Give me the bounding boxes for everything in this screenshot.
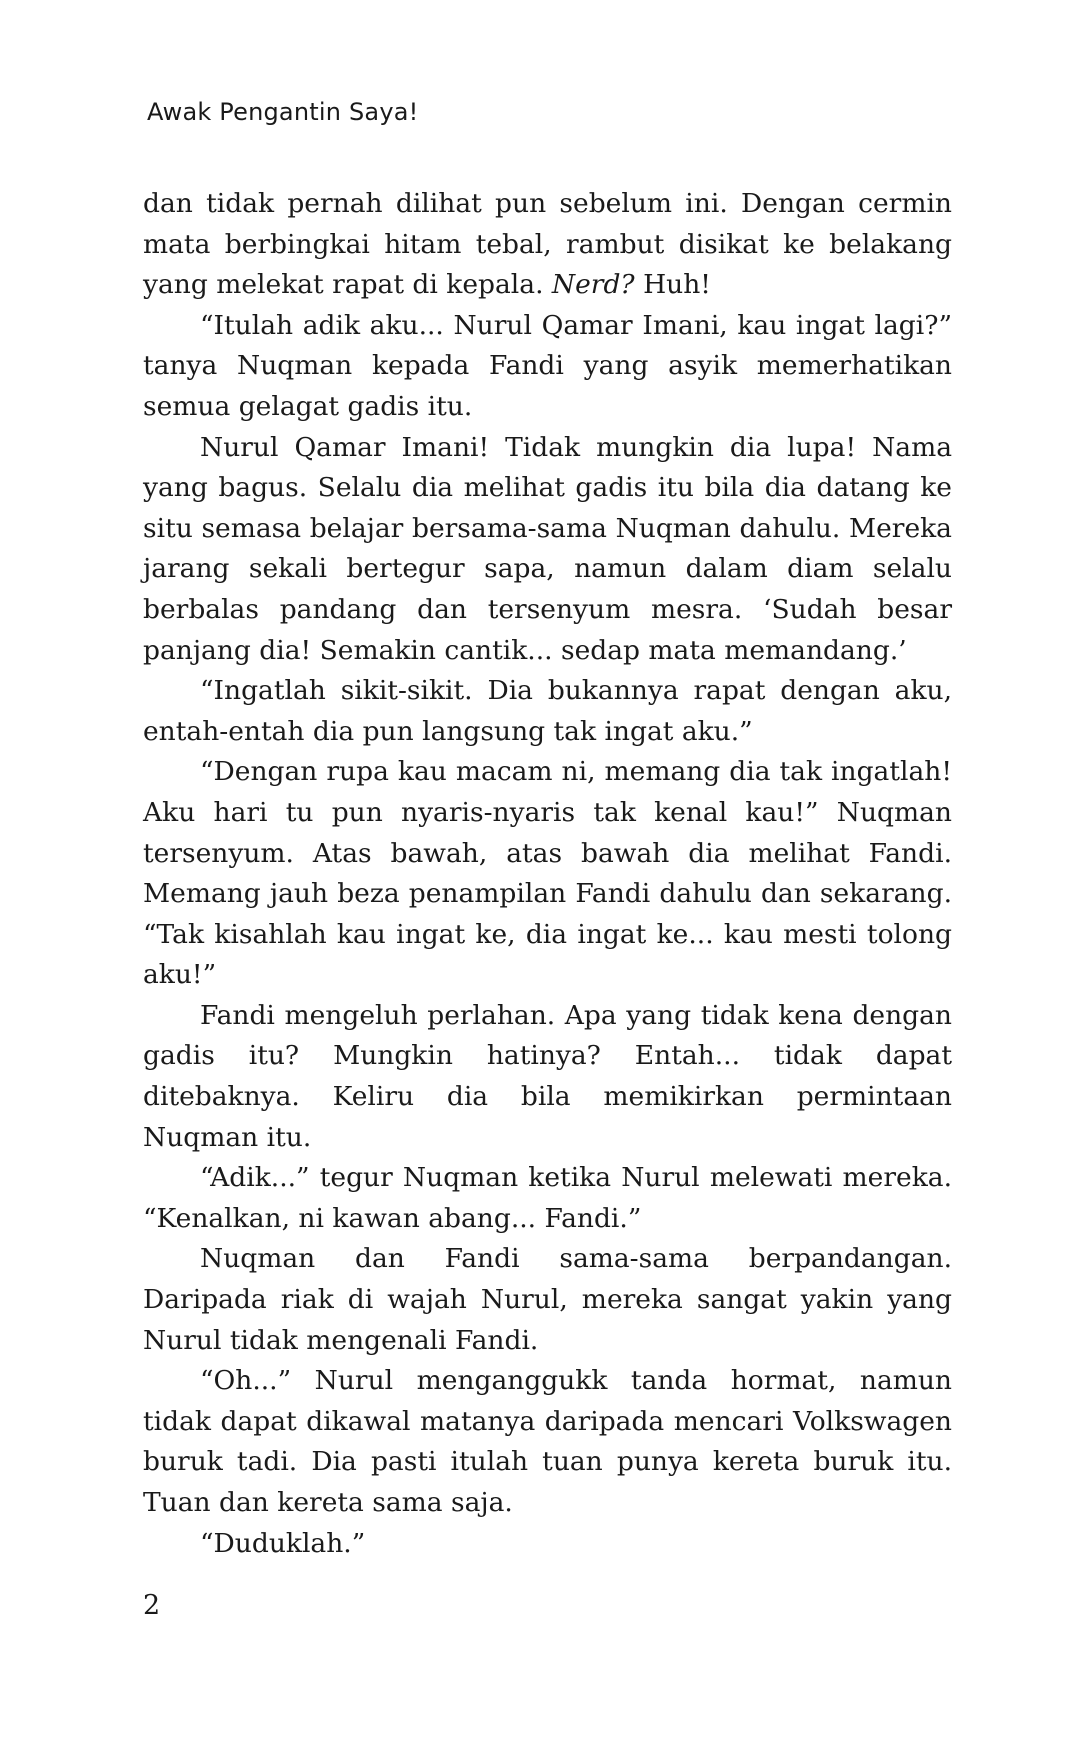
italic-word: Nerd? [551, 269, 635, 301]
page-number: 2 [143, 1590, 161, 1621]
paragraph-8: Nuqman dan Fandi sama-sama berpandangan. Daripada riak di wajah Nurul, mereka sangat yakin yang Nurul tidak mengenali Fandi. [143, 1243, 952, 1356]
paragraph-4: “Ingatlah sikit-sikit. Dia bukannya rapat dengan aku, entah-entah dia pun langsung tak ingat aku.” [143, 675, 952, 747]
paragraph-1: dan tidak pernah dilihat pun sebelum ini. Dengan cermin mata berbingkai hitam tebal, rambut disikat ke belakang yang melekat rapat di kepala. Nerd? Huh! [143, 188, 952, 301]
paragraph-7: “Adik...” tegur Nuqman ketika Nurul melewati mereka. “Kenalkan, ni kawan abang... Fandi.” [143, 1162, 952, 1234]
paragraph-3: Nurul Qamar Imani! Tidak mungkin dia lupa! Nama yang bagus. Selalu dia melihat gadis itu bila dia datang ke situ semasa belajar bersama-sama Nuqman dahulu. Mereka jarang sekali bertegur sapa, namun dalam diam selalu berbalas pandang dan tersenyum mesra. ‘Sudah besar panjang dia! Semakin cantik... sedap mata memandang.’ [143, 431, 952, 666]
paragraph-6: Fandi mengeluh perlahan. Apa yang tidak kena dengan gadis itu? Mungkin hatinya? Entah... tidak dapat ditebaknya. Keliru dia bila memikirkan permintaan Nuqman itu. [143, 999, 952, 1153]
paragraph-9: “Oh...” Nurul menganggukk tanda hormat, namun tidak dapat dikawal matanya daripada mencari Volkswagen buruk tadi. Dia pasti itulah tuan punya kereta buruk itu. Tuan dan kereta sama saja. [143, 1365, 952, 1518]
paragraph-10: “Duduklah.” [200, 1527, 366, 1559]
paragraph-5: “Dengan rupa kau macam ni, memang dia tak ingatlah! Aku hari tu pun nyaris-nyaris tak kenal kau!” Nuqman tersenyum. Atas bawah, atas bawah dia melihat Fandi. Memang jauh beza penampilan Fandi dahulu dan sekarang. “Tak kisahlah kau ingat ke, dia ingat ke... kau mesti tolong aku!” [143, 756, 952, 991]
paragraph-2: “Itulah adik aku... Nurul Qamar Imani, kau ingat lagi?” tanya Nuqman kepada Fandi yang asyik memerhatikan semua gelagat gadis itu. [143, 309, 952, 422]
body-text [143, 184, 952, 1564]
running-header: Awak Pengantin Saya! [147, 98, 419, 126]
